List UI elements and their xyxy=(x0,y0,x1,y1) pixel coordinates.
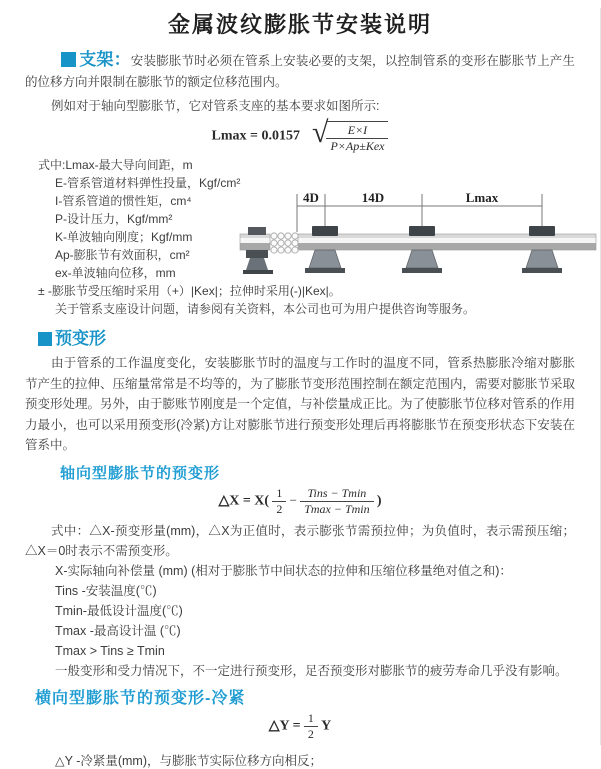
section-square-icon xyxy=(61,52,76,67)
section-square-icon xyxy=(38,332,52,346)
dimension-label-lmax: Lmax xyxy=(465,190,499,205)
definition-line: E-管系管道材料弹性投量，Kgf/cm² xyxy=(55,176,241,190)
support-intro-text: 安装膨胀节时必须在管系上安装必要的支架，以控制管系的变形在膨胀节上产生的位移方向并限制在膨胀节的额定位移范围内。 xyxy=(25,54,575,89)
support-section-heading xyxy=(61,50,131,69)
lmax-formula xyxy=(0,118,600,154)
fraction-numerator: 1 xyxy=(276,485,283,500)
axial-subheading: 轴向型膨胀节的预变形 xyxy=(60,464,221,482)
axial-formula xyxy=(0,486,600,517)
fraction-numerator: 1 xyxy=(307,710,314,725)
axial-formula-lhs: △X = X( xyxy=(218,492,270,508)
transverse-formula-rhs: Y xyxy=(321,717,332,733)
support-intro-paragraph xyxy=(25,49,575,93)
sqrt-sign-icon: √ xyxy=(312,116,329,149)
axial-item-line: Tmax > Tins ≥ Tmin xyxy=(55,643,165,658)
support-heading-label: 支架： xyxy=(79,50,131,69)
predeform-paragraph: 由于管系的工作温度变化，安装膨胀节时的温度与工作时的温度不同，管系热膨胀冷缩对膨胀节产生的拉伸、压缩量常常是不均等的，为了膨胀节变形范围控制在额定范围内，需要对膨胀节采取预变形处理。另外，由于膨账节刚度是一个定值，与补偿量成正比。为了使膨胀节位移对管系的作用力最小，也可以采用预变形(冷紧)方让对膨胀节进行预变形处理后再将膨胀节在预变形状态下安装在管系中。 xyxy=(25,356,576,452)
transverse-note-line: △Y -冷紧量(mm)，与膨胀节实际位移方向相反； xyxy=(55,753,323,768)
transverse-subheading: 横向型膨胀节的预变形-冷紧 xyxy=(35,689,246,707)
dimension-label-14d: 14D xyxy=(361,190,385,205)
axial-item-line: 一般变形和受力情况下，不一定进行预变形，足否预变形对膨胀节的疲劳寿命几乎没有影响。 xyxy=(55,663,568,678)
fraction-denominator: P×Ap±Kex xyxy=(326,138,388,154)
axial-explain-paragraph: 式中：△X-预变形量(mm)，△X为正值时，表示膨张节需预拉伸；为负值时，表示需预压缩；△X＝0时表示不需预变形。 xyxy=(25,523,575,558)
transverse-formula-lhs: △Y = xyxy=(268,717,301,733)
pipe-support-diagram xyxy=(240,190,596,286)
support-example-line: 例如对于轴向型膨胀节，它对管系支座的基本要求如图所示: xyxy=(51,99,380,113)
one-half-fraction xyxy=(272,486,286,517)
axial-item-line: Tmax -最高设计温 (℃) xyxy=(55,623,181,638)
document-page xyxy=(0,8,601,768)
predeform-section-heading xyxy=(38,324,600,349)
axial-item-line: Tins -安装温度(℃) xyxy=(55,583,157,598)
definition-line: I-管系管道的惯性矩，cm⁴ xyxy=(55,194,192,208)
axial-formula-rhs: ) xyxy=(376,492,382,508)
document-title: 金属波纹膨胀节安装说明 xyxy=(167,12,432,37)
predeform-heading-label: 预变形 xyxy=(55,329,106,348)
definition-line: ex-单波轴向位移，mm xyxy=(55,266,176,280)
definition-line: 关于管系支座设计问题，请参阅有关资料，本公司也可为用户提供咨询等服务。 xyxy=(55,302,476,316)
definition-line: P-设计压力，Kgf/mm² xyxy=(55,212,173,226)
fraction-numerator: Tins − Tmin xyxy=(307,485,367,500)
fraction-denominator: 2 xyxy=(272,501,286,517)
axial-item-line: Tmin-最低设计温度(℃) xyxy=(55,603,183,618)
lmax-formula-lhs: Lmax = 0.0157 xyxy=(211,128,300,144)
temperature-fraction xyxy=(300,486,373,517)
fraction-denominator: 2 xyxy=(304,726,318,742)
definition-line: ± -膨胀节受压缩时采用（+）|Kex|；拉伸时采用(-)|Kex|。 xyxy=(38,284,341,298)
transverse-formula xyxy=(0,711,600,742)
bellows-icon xyxy=(271,233,298,253)
definition-line: K-单波轴向刚度；Kgf/mm xyxy=(55,230,193,244)
one-half-fraction xyxy=(304,711,318,742)
lmax-formula-fraction xyxy=(326,123,388,154)
sqrt-radicand xyxy=(326,121,388,154)
definition-line: 式中:Lmax-最大导向间距，m xyxy=(38,158,193,172)
fraction-denominator: Tmax − Tmin xyxy=(300,501,373,517)
dimension-label-4d: 4D xyxy=(303,190,319,205)
sqrt-radical xyxy=(312,118,388,154)
definition-line: Ap-膨胀节有效面积，cm² xyxy=(55,248,190,262)
fraction-numerator: E×I xyxy=(347,123,368,137)
axial-item-line: X-实际轴向补偿量 (mm) (相对于膨胀节中间状态的拉伸和压缩位移量绝对值之和)： xyxy=(55,563,512,578)
minus-operator: − xyxy=(289,491,297,507)
